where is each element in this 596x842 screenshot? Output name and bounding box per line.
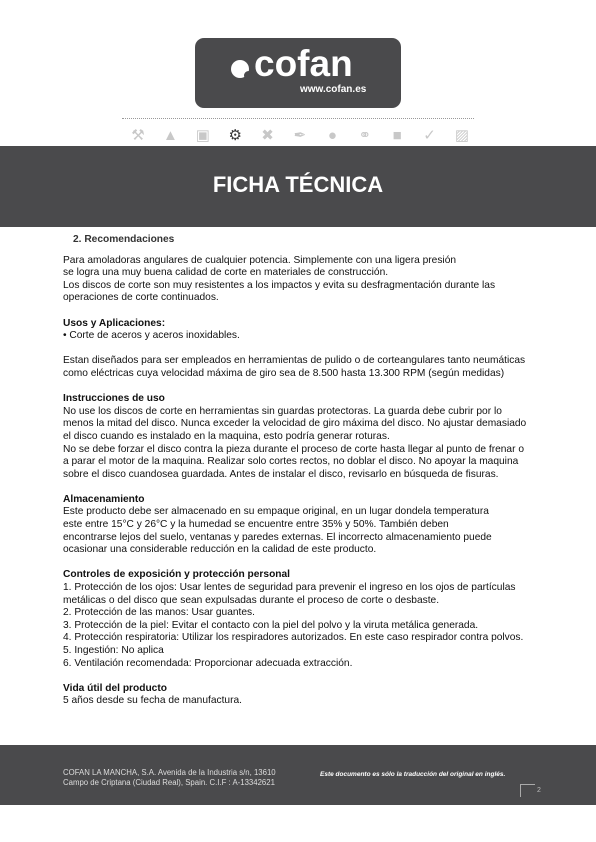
- chain-icon: ⚭: [358, 127, 372, 144]
- text-line: operaciones de corte continuados.: [63, 292, 219, 304]
- subheading: [63, 569, 563, 582]
- paragraph-list: [63, 255, 563, 708]
- footer-company-line1: COFAN LA MANCHA, S.A. Avenida de la Industria s/n, 13610: [63, 768, 276, 777]
- text-line: a parar el motor de la maquina. Realizar solo cortes rectos, no doblar el disco. No apoyar la maquina: [63, 456, 519, 468]
- text-line: Los discos de corte son muy resistentes a los impactos y evita su desfragmentación durante las: [63, 279, 496, 291]
- brand-name: cofan: [254, 43, 353, 84]
- brand-logo-dot-inner: [244, 71, 253, 80]
- text-line: No use los discos de corte en herramientas sin guardas protectoras. La guarda debe cubrir por lo: [63, 405, 502, 417]
- page-title: FICHA TÉCNICA: [212, 172, 384, 197]
- text-line: Estan diseñados para ser empleados en herramientas de pulido o de corteangulares tanto neumáticas: [63, 355, 526, 367]
- text-line: menos la mitad del disco. Nunca exceder la velocidad de giro máxima del disco. No ajustar demasiado: [63, 418, 527, 430]
- text-line: el disco cuando es instalado en la maquina, esto podría generar roturas.: [63, 430, 390, 442]
- text-line: 5. Ingestión: No aplica: [63, 645, 164, 656]
- drop-icon: ●: [327, 127, 337, 144]
- drill-icon: ▲: [162, 127, 178, 144]
- dotted-divider: [122, 118, 474, 119]
- document-body: [63, 234, 563, 721]
- text-line: metálicas o del disco que sean expulsadas durante el proceso de corte o desbaste.: [63, 594, 440, 606]
- section-heading: 2. Recomendaciones: [73, 234, 175, 245]
- text-line: No se debe forzar el disco contra la pieza durante el proceso de corte hasta llegar al punto de frenar o: [63, 443, 524, 455]
- padlock-icon: ■: [392, 127, 402, 144]
- footer-company-line2: Campo de Criptana (Ciudad Real), Spain. C.I.F : A-13342621: [63, 778, 275, 787]
- text-line: 5 años desde su fecha de manufactura.: [63, 695, 242, 707]
- paragraph: [63, 330, 563, 343]
- text-line: • Corte de aceros y aceros inoxidables.: [63, 330, 240, 342]
- text-line: Este producto debe ser almacenado en su empaque original, en un lugar dondela temperatura: [63, 506, 489, 518]
- text-line: Controles de exposición y protección personal: [63, 569, 291, 581]
- toolbox-icon: ▣: [195, 127, 210, 144]
- paragraph: [63, 355, 563, 380]
- subheading: [63, 393, 563, 406]
- text-line: Usos y Aplicaciones:: [63, 317, 166, 329]
- page-number: 2: [537, 787, 541, 794]
- text-line: encontrarse lejos del suelo, ventanas y paredes externas. El incorrecto almacenamiento puede: [63, 531, 492, 543]
- paragraph: [63, 506, 563, 556]
- footer-translation-note: Este documento es sólo la traducción del original en inglés.: [320, 771, 506, 778]
- paragraph: [63, 695, 563, 708]
- text-line: Vida útil del producto: [63, 682, 167, 694]
- brand-url: www.cofan.es: [300, 84, 367, 95]
- text-line: Para amoladoras angulares de cualquier potencia. Simplemente con una ligera presión: [63, 254, 457, 266]
- paragraph: [63, 406, 563, 482]
- footer-company: [63, 768, 276, 788]
- text-line: sobre el disco cuandosea guardada. Antes de instalar el disco, revisarlo en búsqueda de fisuras.: [63, 468, 499, 480]
- text-line: 3. Protección de la piel: Evitar el contacto con la piel del polvo y la viruta metálica generada.: [63, 619, 479, 631]
- text-line: 1. Protección de los ojos: Usar lentes de seguridad para prevenir el ingreso en los ojos de partículas: [63, 582, 516, 594]
- text-line: 6. Ventilación recomendada: Proporcionar adecuada extracción.: [63, 657, 353, 669]
- text-line: Instrucciones de uso: [63, 393, 165, 405]
- text-line: 4. Protección respiratoria: Utilizar los respiradores autorizados. En este caso respirador contra polvos.: [63, 632, 524, 644]
- text-line: se logra una muy buena calidad de corte en materiales de construcción.: [63, 267, 389, 279]
- paragraph: [63, 255, 563, 305]
- screw-icon: ✖: [261, 127, 274, 144]
- page-corner: [520, 784, 535, 797]
- wrench-icon: ⚒: [131, 127, 145, 144]
- subheading: [63, 318, 563, 331]
- subheading: [63, 683, 563, 696]
- text-line: Almacenamiento: [63, 493, 145, 505]
- disc-icon: ⚙: [228, 127, 242, 144]
- text-line: como eléctricas cuya velocidad máxima de giro sea de 8.500 hasta 13.300 RPM (según medidas): [63, 367, 505, 379]
- screwdriver-icon: ✒: [293, 127, 307, 144]
- brush-icon: ✓: [423, 127, 436, 144]
- subheading: [63, 494, 563, 507]
- text-line: este entre 15°C y 26°C y la humedad se encuentre entre 35% y 50%. También deben: [63, 519, 449, 531]
- text-line: 2. Protección de las manos: Usar guantes.: [63, 607, 255, 619]
- paragraph: [63, 582, 563, 670]
- text-line: ocasionar una considerable reducción en la calidad de este producto.: [63, 544, 377, 556]
- cart-icon: ▨: [454, 127, 469, 144]
